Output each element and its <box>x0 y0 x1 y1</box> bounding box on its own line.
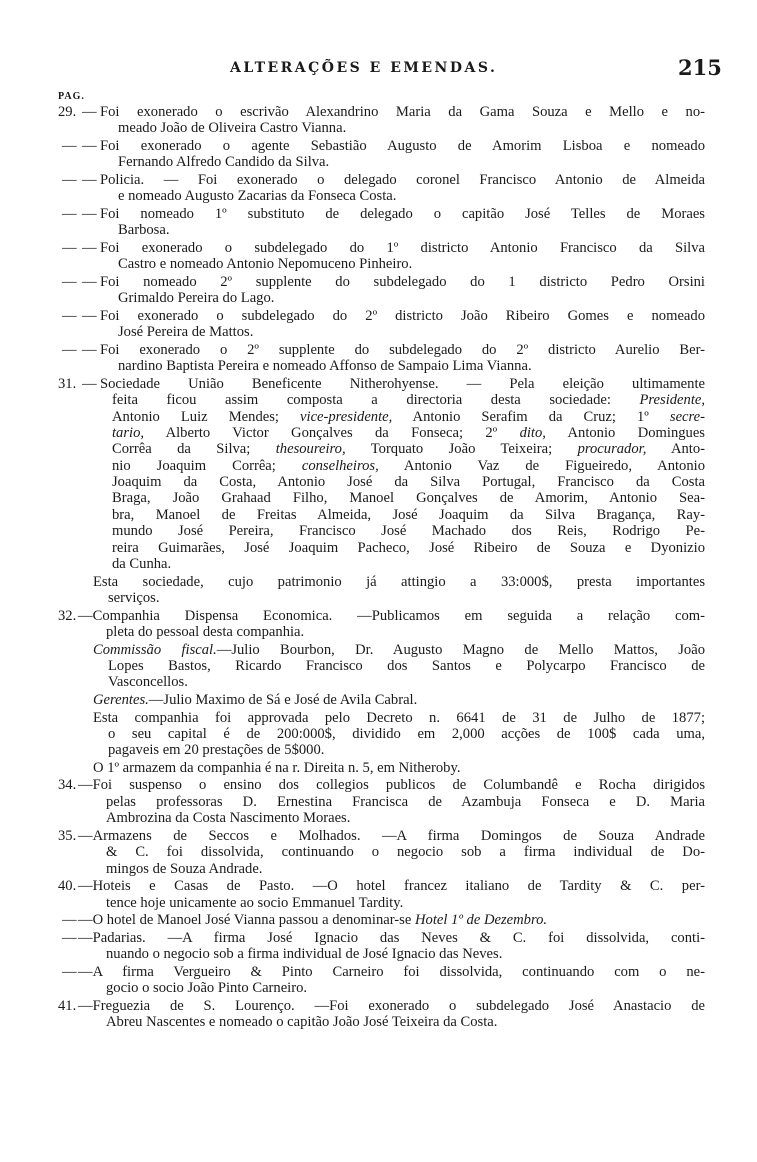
entry-page-ref: — <box>62 963 77 980</box>
entry <box>0 104 757 137</box>
text-line: Foi nomeado 2º supplente do subdelegado do 1 districto Pedro Orsini <box>100 273 705 290</box>
paragraph <box>0 760 757 776</box>
text-line: Sociedade União Beneficente Nitherohyense. — Pela eleição ultimamente <box>100 375 705 392</box>
entry <box>0 138 757 171</box>
document-body <box>0 104 757 1032</box>
text-line: —Companhia Dispensa Economica. —Publicamos em seguida a relação com- <box>78 607 705 624</box>
text-line <box>112 458 705 474</box>
text-segment: —O hotel de Manoel José Vianna passou a denominar-se <box>78 912 415 929</box>
paragraph <box>0 642 757 691</box>
entry-dash: — <box>82 104 97 120</box>
text-line: Foi exonerado o subdelegado do 2º districto João Ribeiro Gomes e nomeado <box>100 307 705 324</box>
text-line: Braga, João Grahaad Filho, Manoel Gonçalves de Amorim, Antonio Sea- <box>112 490 705 507</box>
entry-dash: — <box>82 307 97 324</box>
entry <box>0 828 757 877</box>
text-line <box>93 642 705 658</box>
text-line: —Hoteis e Casas de Pasto. —O hotel francez italiano de Tardity & C. per- <box>78 878 705 895</box>
text-line: Foi nomeado 1º substituto de delegado o capitão José Telles de Moraes <box>100 205 705 222</box>
text-line: e nomeado Augusto Zacarias da Fonseca Costa. <box>118 188 397 205</box>
paragraph <box>0 710 757 759</box>
text-segment: Alberto Victor Gonçalves da Fonseca; 2º <box>144 424 520 441</box>
italic-text: vice-presidente, <box>300 408 393 425</box>
text-line: Grimaldo Pereira do Lago. <box>118 290 275 307</box>
text-line: José Pereira de Mattos. <box>118 324 254 341</box>
text-line: Foi exonerado o 2º supplente do subdelegado do 2º districto Aurelio Ber- <box>100 341 705 358</box>
text-line: Foi exonerado o escrivão Alexandrino Maria da Gama Souza e Mello e no- <box>100 104 705 120</box>
entry-page-ref: — <box>62 205 77 222</box>
entry <box>0 912 757 928</box>
entry-page-ref: — <box>62 912 77 929</box>
paragraph <box>0 692 757 708</box>
text-line: meado João de Oliveira Castro Vianna. <box>118 120 347 137</box>
italic-text: Commissão fiscal. <box>93 641 217 658</box>
text-segment: Torquato João Teixeira; <box>345 441 578 458</box>
entry-dash: — <box>82 341 97 358</box>
text-line: reira Guimarães, José Joaquim Pacheco, José Ribeiro de Souza e Dyonizio <box>112 539 705 556</box>
entry <box>0 777 757 826</box>
page-number: 215 <box>678 55 722 80</box>
text-segment: Corrêa da Silva; <box>112 441 276 458</box>
entry-page-ref: — <box>62 273 77 290</box>
text-line: Policia. — Foi exonerado o delegado coronel Francisco Antonio de Almeida <box>100 171 705 188</box>
entry-page-ref: 29. <box>58 104 77 120</box>
text-line: Fernando Alfredo Candido da Silva. <box>118 154 330 171</box>
entry <box>0 240 757 273</box>
entry-page-ref: 32. <box>58 607 77 624</box>
italic-text: secre- <box>669 408 705 425</box>
entry-dash: — <box>82 171 97 188</box>
entry-page-ref: — <box>62 239 77 256</box>
text-line: nardino Baptista Pereira e nomeado Affonso de Sampaio Lima Vianna. <box>118 358 532 375</box>
text-line: pagaveis em 20 prestações de 5$000. <box>108 742 325 759</box>
text-line: nuando o negocio sob a firma individual de José Ignacio das Neves. <box>106 946 503 963</box>
text-segment: feita ficou assim composta a directoria desta sociedade: <box>112 392 640 409</box>
text-line: gocio o socio João Pinto Carneiro. <box>106 980 308 997</box>
text-segment: nio Joaquim Corrêa; <box>112 457 302 474</box>
entry-page-ref: 40. <box>58 878 77 895</box>
text-line: Ambrozina da Costa Nascimento Moraes. <box>106 810 351 827</box>
entry <box>0 172 757 205</box>
text-line: Foi exonerado o subdelegado do 1º districto Antonio Francisco da Silva <box>100 239 705 256</box>
text-line: pleta do pessoal desta companhia. <box>106 623 305 640</box>
text-line: Esta companhia foi approvada pelo Decreto n. 6641 de 31 de Julho de 1877; <box>93 709 705 726</box>
entry-dash: — <box>82 375 97 392</box>
italic-text: Hotel 1º de Dezembro. <box>414 912 548 929</box>
text-line: serviços. <box>108 590 160 607</box>
entry-page-ref: 41. <box>58 997 77 1014</box>
entry-page-ref: 34. <box>58 777 77 794</box>
entry <box>0 342 757 375</box>
italic-text: procurador, <box>577 441 647 458</box>
text-line: Foi exonerado o agente Sebastião Augusto de Amorim Lisboa e nomeado <box>100 137 705 154</box>
text-segment: —Julio Maximo de Sá e José de Avila Cabral. <box>148 691 418 708</box>
entry-page-ref: — <box>62 929 77 946</box>
text-line: —Padarias. —A firma José Ignacio das Neves & C. foi dissolvida, conti- <box>78 929 705 946</box>
text-line: Lopes Bastos, Ricardo Francisco dos Santos e Polycarpo Francisco de <box>108 657 705 674</box>
entry-dash: — <box>82 137 97 154</box>
text-line: tence hoje unicamente ao socio Emmanuel Tardity. <box>106 894 404 911</box>
text-line: mingos de Souza Andrade. <box>106 860 263 877</box>
italic-text: Presidente, <box>639 392 705 409</box>
entry-page-ref: — <box>62 171 77 188</box>
text-line: —Armazens de Seccos e Molhados. —A firma Domingos de Souza Andrade <box>78 827 705 844</box>
entry <box>0 998 757 1031</box>
text-line: bra, Manoel de Freitas Almeida, José Joaquim da Silva Bragança, Ray- <box>112 506 705 523</box>
column-label: PAG. <box>58 91 85 102</box>
text-line <box>112 441 705 457</box>
text-segment: —Julio Bourbon, Dr. Augusto Magno de Mello Mattos, João <box>216 641 706 658</box>
text-line: o seu capital é de 200:000$, dividido em 2,000 acções de 100$ cada uma, <box>108 725 705 742</box>
entry-page-ref: — <box>62 307 77 324</box>
text-line: Esta sociedade, cujo patrimonio já attingio a 33:000$, presta importantes <box>93 573 705 590</box>
entry <box>0 878 757 911</box>
text-line: Joaquim da Costa, Antonio José da Silva Portugal, Francisco da Costa <box>112 474 705 491</box>
text-line: mundo José Pereira, Francisco José Machado dos Reis, Rodrigo Pe- <box>112 523 705 540</box>
text-segment: Anto- <box>646 441 706 458</box>
entry-page-ref: 31. <box>58 375 77 392</box>
entry <box>0 308 757 341</box>
entry-page-ref: — <box>62 341 77 358</box>
entry-page-ref: — <box>62 137 77 154</box>
text-line: & C. foi dissolvida, continuando o negocio sob a firma individual de Do- <box>106 844 705 861</box>
text-line <box>112 425 705 441</box>
text-segment: Antonio Domingues <box>545 424 705 441</box>
italic-text: dito, <box>519 424 546 441</box>
entry-dash: — <box>82 205 97 222</box>
italic-text: tario, <box>112 424 145 441</box>
text-line: —Foi suspenso o ensino dos collegios publicos de Columbandê e Rocha dirigidos <box>78 777 705 794</box>
text-line: Vasconcellos. <box>108 674 188 691</box>
entry <box>0 274 757 307</box>
text-line <box>112 409 705 425</box>
text-segment: Antonio Luiz Mendes; <box>112 408 301 425</box>
italic-text: thesoureiro, <box>275 441 346 458</box>
text-line: —Freguezia de S. Lourenço. —Foi exonerado o subdelegado José Anastacio de <box>78 997 705 1014</box>
text-segment: Antonio Vaz de Figueiredo, Antonio <box>378 457 705 474</box>
entry-page-ref: 35. <box>58 827 77 844</box>
running-header-title: ALTERAÇÕES E EMENDAS. <box>230 60 498 76</box>
entry <box>0 206 757 239</box>
text-line: O 1º armazem da companhia é na r. Direita n. 5, em Nitheroby. <box>93 759 461 776</box>
text-line: Castro e nomeado Antonio Nepomuceno Pinheiro. <box>118 256 413 273</box>
italic-text: Gerentes. <box>93 691 149 708</box>
paragraph <box>0 574 757 607</box>
text-line: Barbosa. <box>118 222 170 239</box>
entry <box>0 608 757 641</box>
text-line <box>93 692 705 708</box>
text-segment: Antonio Serafim da Cruz; 1º <box>392 408 670 425</box>
entry-dash: — <box>82 239 97 256</box>
text-line <box>112 392 705 408</box>
entry <box>0 376 757 573</box>
text-line: da Cunha. <box>112 556 172 573</box>
text-line: pelas professoras D. Ernestina Francisca de Azambuja Fonseca e D. Maria <box>106 793 705 810</box>
entry-dash: — <box>82 273 97 290</box>
text-line: Abreu Nascentes e nomeado o capitão João José Teixeira da Costa. <box>106 1014 498 1031</box>
entry <box>0 964 757 997</box>
text-line <box>78 912 705 928</box>
text-line: —A firma Vergueiro & Pinto Carneiro foi dissolvida, continuando com o ne- <box>78 963 705 980</box>
entry <box>0 930 757 963</box>
italic-text: conselheiros, <box>301 457 379 474</box>
